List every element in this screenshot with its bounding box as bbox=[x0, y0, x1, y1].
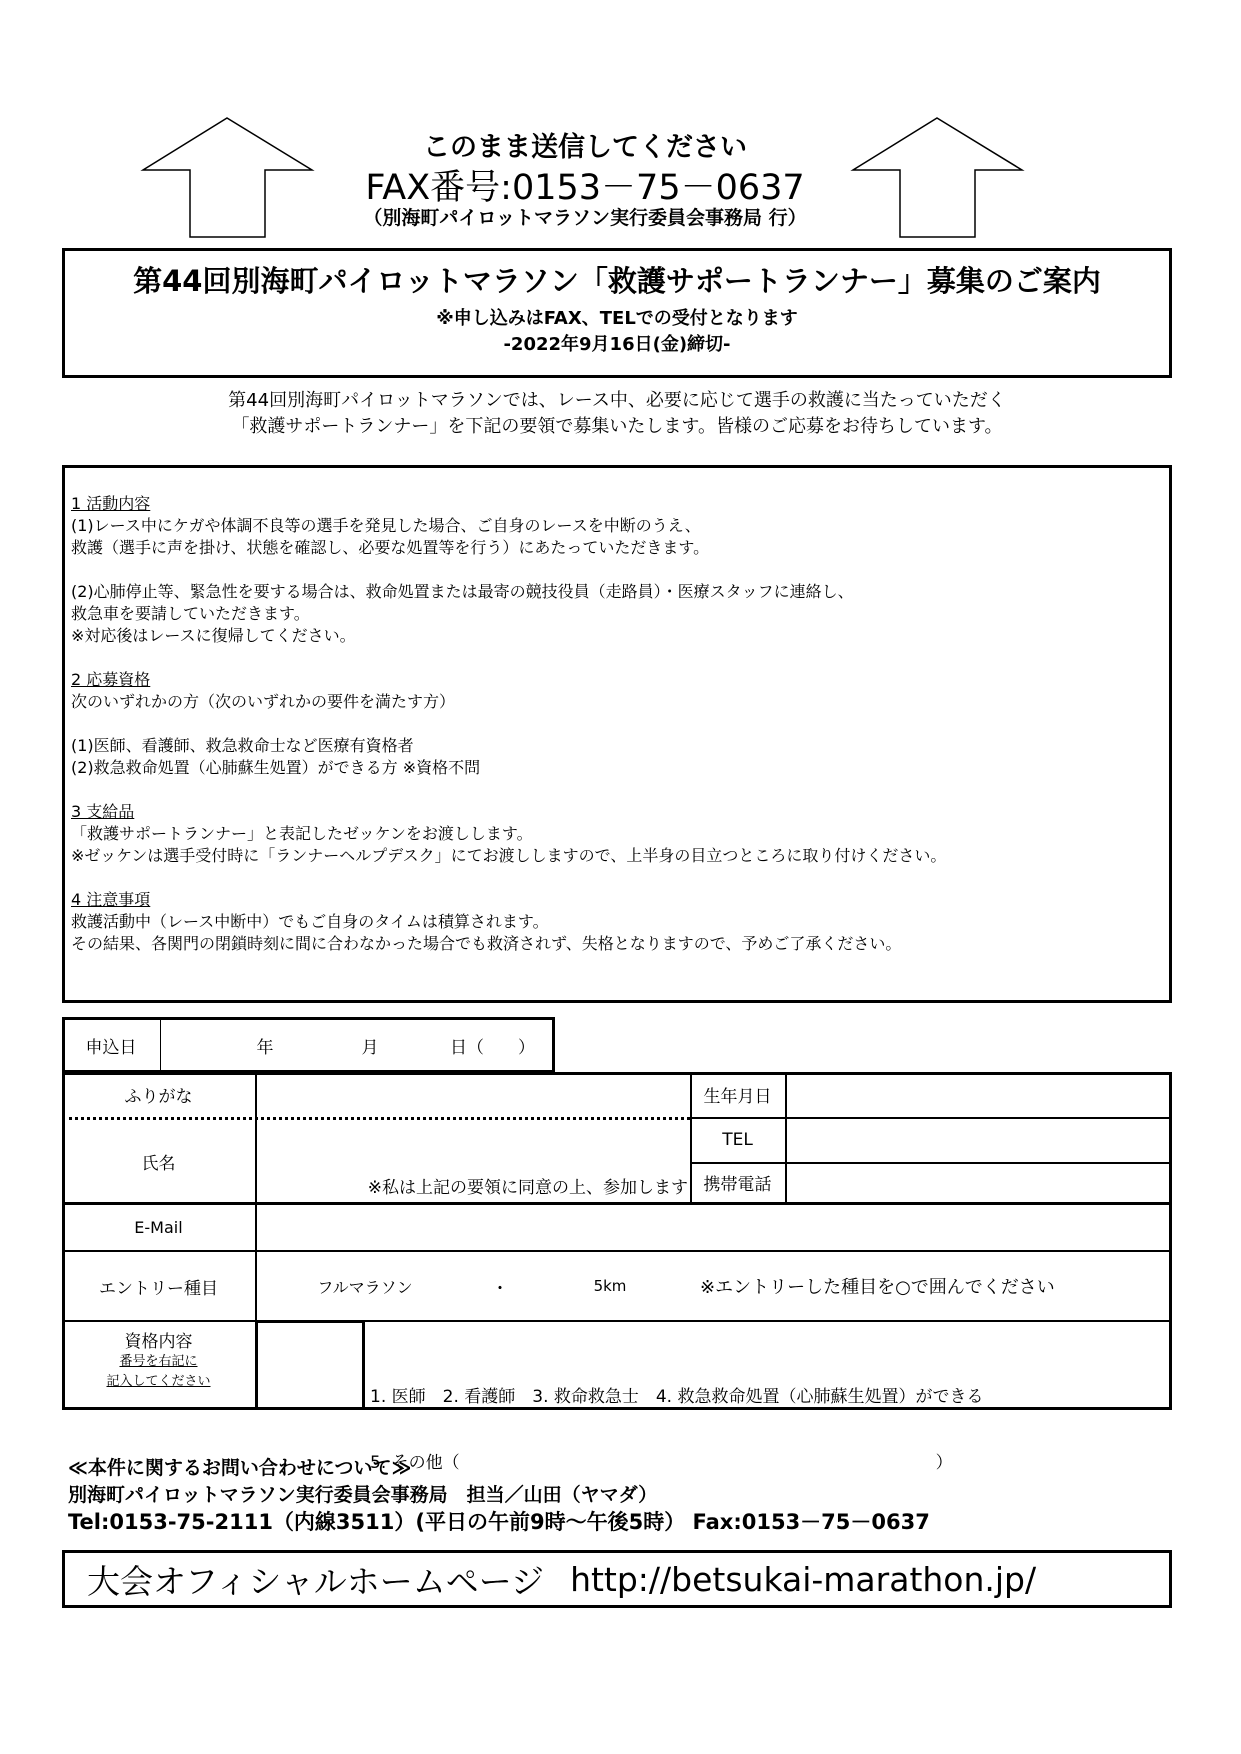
recipient: （別海町パイロットマラソン実行委員会事務局 行） bbox=[363, 207, 807, 229]
section-heading: 2 応募資格 bbox=[71, 670, 151, 689]
day-label: 日（ ） bbox=[450, 1037, 535, 1058]
tel-label: TEL bbox=[722, 1129, 753, 1150]
section-heading: 4 注意事項 bbox=[71, 890, 151, 909]
qualification-options-line: 5. その他（ ） bbox=[370, 1453, 953, 1473]
furigana-input[interactable] bbox=[257, 1072, 690, 1117]
qualification-options-line: 1. 医師 2. 看護師 3. 救命救急士 4. 救急救命処置（心肺蘇生処置）ができる bbox=[370, 1387, 984, 1407]
intro bbox=[62, 388, 1172, 440]
month-label: 月 bbox=[361, 1037, 379, 1058]
send-instruction: このまま送信してください bbox=[423, 132, 747, 163]
detail-line bbox=[71, 713, 1169, 735]
entry-separator: ・ bbox=[491, 1278, 509, 1299]
section-heading: 3 支給品 bbox=[71, 802, 135, 821]
detail-line: ※ゼッケンは選手受付時に「ランナーヘルプデスク」にてお渡ししますので、上半身の目立つところに取り付けください。 bbox=[71, 846, 947, 865]
homepage-label: 大会オフィシャルホームページ bbox=[87, 1561, 545, 1601]
fax-number: FAX番号:0153－75－0637 bbox=[365, 168, 805, 208]
detail-line: (2)心肺停止等、緊急性を要する場合は、救命処置または最寄の競技役員（走路員）・医療スタッフに連絡し、 bbox=[71, 582, 854, 601]
title-box bbox=[62, 248, 1172, 378]
application-note: ※申し込みはFAX、TELでの受付となります bbox=[436, 308, 798, 329]
furigana-label: ふりがな bbox=[124, 1087, 193, 1107]
detail-line bbox=[71, 867, 1169, 889]
birthdate-input[interactable] bbox=[787, 1072, 1172, 1117]
qualification-hint: 番号を右記に bbox=[119, 1354, 198, 1369]
entry-label: エントリー種目 bbox=[99, 1278, 218, 1299]
entry-full-marathon[interactable]: フルマラソン bbox=[317, 1277, 413, 1297]
qualification-label: 資格内容 bbox=[124, 1332, 193, 1352]
year-label: 年 bbox=[256, 1037, 274, 1058]
detail-line: (1)医師、看護師、救急救命士など医療有資格者 bbox=[71, 736, 414, 755]
apply-date-label: 申込日 bbox=[85, 1037, 137, 1058]
mobile-input[interactable] bbox=[787, 1162, 1172, 1202]
name-label: 氏名 bbox=[141, 1153, 176, 1174]
detail-line: ※対応後はレースに復帰してください。 bbox=[71, 626, 356, 645]
up-arrow-left-icon bbox=[140, 115, 315, 240]
deadline: -2022年9月16日(金)締切- bbox=[503, 334, 731, 355]
detail-line: 救護（選手に声を掛け、状態を確認し、必要な処置等を行う）にあたっていただきます。 bbox=[71, 538, 710, 557]
intro-line: 第44回別海町パイロットマラソンでは、レース中、必要に応じて選手の救護に当たっていただく bbox=[228, 390, 1006, 411]
detail-line: (1)レース中にケガや体調不良等の選手を発見した場合、ご自身のレースを中断のうえ、 bbox=[71, 516, 701, 535]
inquiry-section bbox=[68, 1455, 930, 1536]
detail-line: 救急車を要請していただきます。 bbox=[71, 604, 310, 623]
mobile-label: 携帯電話 bbox=[703, 1174, 772, 1195]
detail-line: 救護活動中（レース中断中）でもご自身のタイムは積算されます。 bbox=[71, 912, 549, 931]
birthdate-label: 生年月日 bbox=[703, 1087, 772, 1107]
inquiry-office: 別海町パイロットマラソン実行委員会事務局 担当／山田（ヤマダ） bbox=[68, 1484, 658, 1506]
detail-line: 「救護サポートランナー」と表記したゼッケンをお渡しします。 bbox=[71, 824, 533, 843]
entry-note: ※エントリーした種目を○で囲んでください bbox=[700, 1277, 1055, 1298]
qualification-number-input[interactable] bbox=[255, 1320, 365, 1410]
email-label: E-Mail bbox=[134, 1217, 183, 1237]
qualification-label-group bbox=[62, 1332, 255, 1392]
up-arrow-right-icon bbox=[850, 115, 1025, 240]
detail-line bbox=[71, 779, 1169, 801]
tel-input[interactable] bbox=[787, 1117, 1172, 1162]
qualification-hint: 記入してください bbox=[106, 1374, 211, 1389]
detail-line bbox=[71, 647, 1169, 669]
details-list bbox=[71, 493, 1169, 955]
homepage-box bbox=[62, 1550, 1172, 1608]
entry-5km[interactable]: 5km bbox=[593, 1277, 627, 1295]
detail-line bbox=[71, 559, 1169, 581]
section-heading: 1 活動内容 bbox=[71, 494, 151, 513]
detail-line: (2)救急救命処置（心肺蘇生処置）ができる方 ※資格不問 bbox=[71, 758, 481, 777]
detail-line: その結果、各関門の閉鎖時刻に間に合わなかった場合でも救済されず、失格となりますので、予めご了承ください。 bbox=[71, 934, 902, 953]
intro-line: 「救護サポートランナー」を下記の要領で募集いたします。皆様のご応募をお待ちしています。 bbox=[231, 416, 1003, 437]
detail-line: 次のいずれかの方（次のいずれかの要件を満たす方） bbox=[71, 692, 456, 711]
email-input[interactable] bbox=[257, 1204, 1172, 1250]
consent-note: ※私は上記の要領に同意の上、参加します bbox=[367, 1178, 688, 1198]
inquiry-heading: ≪本件に関するお問い合わせについて≫ bbox=[68, 1457, 412, 1479]
page-title: 第44回別海町パイロットマラソン「救護サポートランナー」募集のご案内 bbox=[133, 264, 1101, 298]
inquiry-contact: Tel:0153-75-2111（内線3511）(平日の午前9時～午後5時） Fax:0153－75－0637 bbox=[68, 1510, 930, 1534]
details-box bbox=[62, 465, 1172, 1003]
homepage-link[interactable]: http://betsukai-marathon.jp/ bbox=[570, 1559, 1037, 1599]
